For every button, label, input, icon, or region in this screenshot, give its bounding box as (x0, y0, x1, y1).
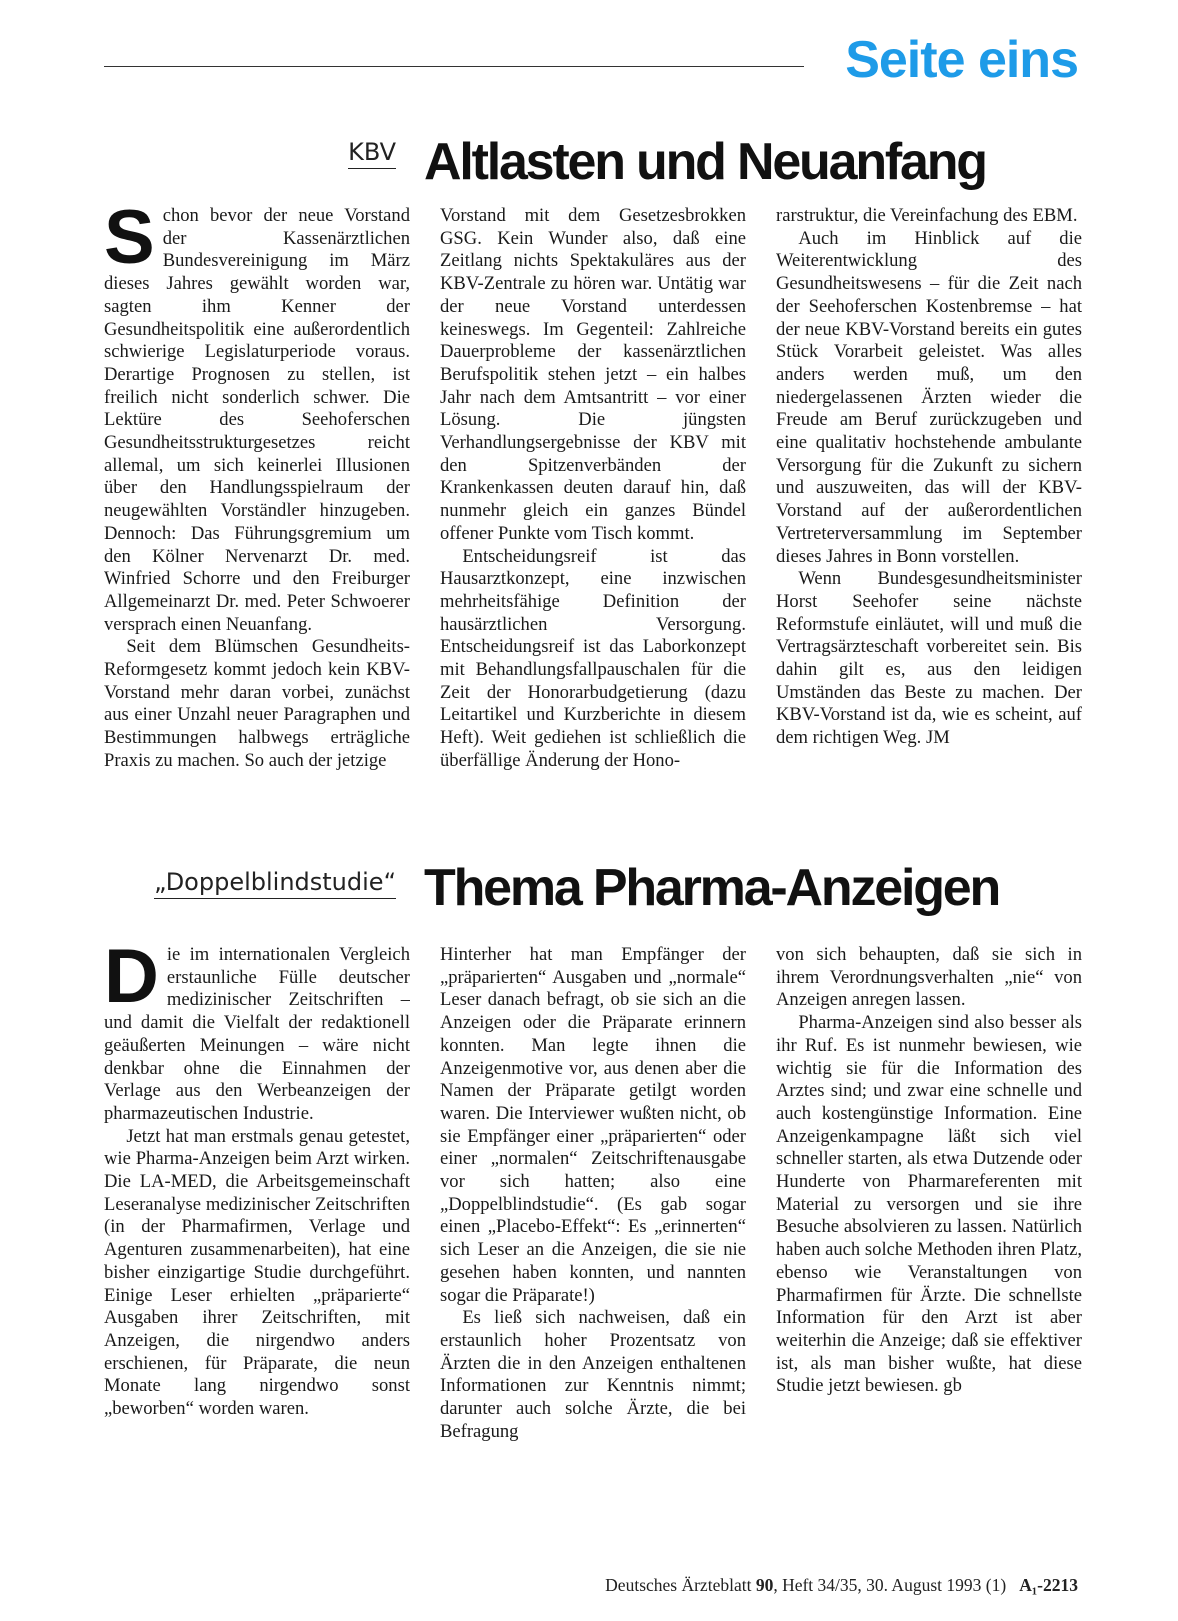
article1-paragraph: Seit dem Blümschen Gesundheits-Reformgesetz kommt jedoch kein KBV-Vorstand mehr daran vorbei, zunächst aus einer Unzahl neuer Paragraphen und Bestimmungen halbwegs erträgliche Praxis zu machen. So auch der jetzige (104, 636, 410, 771)
article1-paragraph: Auch im Hinblick auf die Weiterentwicklung des Gesundheitswesens – für die Zeit nach der Seehoferschen Kostenbremse – hat der neue KBV-Vorstand bereits ein gutes Stück Vorarbeit geleistet. Was alles anders werden muß, um den niedergelassenen Ärzten wieder die Freude am Beruf zurückzugeben und eine qualitativ hochstehende ambulante Versorgung für die Zukunft zu sichern und auszuweiten, das will der KBV-Vorstand auf der außerordentlichen Vertreterversammlung im September dieses Jahres in Bonn vorstellen. (776, 227, 1082, 567)
article2-body (104, 944, 1082, 1499)
page-footer (605, 1575, 1078, 1596)
section-label: Seite eins (845, 31, 1078, 89)
article1-kicker-text: KBV (348, 138, 396, 169)
article2-kicker (104, 868, 396, 896)
article2-kicker-text: „Doppelblindstudie“ (154, 868, 396, 899)
article1-column-3 (776, 205, 1082, 840)
article2-paragraph: Pharma-Anzeigen sind also besser als ihr Ruf. Es ist nunmehr bewiesen, wie wichtig sie für die Information des Arztes sind; und zwar eine schnelle und auch kostengünstige Information. Eine Anzeigenkampagne läßt sich viel schneller starten, als etwa Dutzende oder Hunderte von Pharmareferenten mit Material zu versorgen und sie ihre Besuche absolvieren zu lassen. Natürlich haben auch solche Methoden ihren Platz, ebenso wie Veranstaltungen von Pharmafirmen für Ärzte. Die schnellste Information für den Arzt ist aber weiterhin die Anzeige; daß sie effektiver ist, als man bisher wußte, hat diese Studie jetzt bewiesen. gb (776, 1012, 1082, 1397)
article2-column-1 (104, 944, 410, 1499)
article1-paragraph: Schon bevor der neue Vorstand der Kassenärztlichen Bundesvereinigung im März dieses Jahres gewählt worden war, sagten ihm Kenner der Gesundheitspolitik eine außerordentlich schwierige Legislaturperiode voraus. Derartige Prognosen zu stellen, ist freilich nicht sonderlich schwer. Die Lektüre des Seehoferschen Gesundheitsstrukturgesetzes reicht allemal, um sich keinerlei Illusionen über den Handlungsspielraum der neugewählten Vorständler hinzugeben. Dennoch: Das Führungsgremium um den Kölner Nervenarzt Dr. med. Winfried Schorre und den Freiburger Allgemeinarzt Dr. med. Peter Schwoerer versprach einen Neuanfang. (104, 205, 410, 635)
article2-column-3 (776, 944, 1082, 1499)
article2-column-2 (440, 944, 746, 1499)
article2-headline: Thema Pharma-Anzeigen (424, 859, 1000, 917)
header-rule (104, 66, 804, 67)
article1-paragraph: Wenn Bundesgesundheitsminister Horst Seehofer seine nächste Reformstufe einläutet, will und muß die Vertragsärzteschaft vorbereitet sein. Bis dahin gilt es, aus den leidigen Umständen das Beste zu machen. Der KBV-Vorstand ist da, wie es scheint, auf dem richtigen Weg. JM (776, 568, 1082, 749)
footer-issue-date: , Heft 34/35, 30. August 1993 (1) (773, 1575, 1007, 1595)
article1-kicker (104, 138, 396, 166)
article2-paragraph: von sich behaupten, daß sie sich in ihrem Verordnungsverhalten „nie“ von Anzeigen anregen lassen. (776, 944, 1082, 1011)
article1-body (104, 205, 1082, 840)
article1-column-1 (104, 205, 410, 840)
article1-paragraph: rarstruktur, die Vereinfachung des EBM. (776, 205, 1078, 226)
article1-dropcap: S (104, 205, 155, 280)
footer-journal: Deutsches Ärzteblatt (605, 1575, 752, 1595)
article2-paragraph: Die im internationalen Vergleich erstaunliche Fülle deutscher medizinischer Zeitschriften – und damit die Vielfalt der redaktionell geäußerten Meinungen – wäre nicht denkbar ohne die Einnahmen der Verlage aus den Werbeanzeigen der pharmazeutischen Industrie. (104, 944, 410, 1124)
footer-page-number: A₁-2213 (1019, 1575, 1078, 1595)
article1-paragraph: Entscheidungsreif ist das Hausarztkonzept, eine inzwischen mehrheitsfähige Definition der hausärztlichen Versorgung. Entscheidungsreif ist das Laborkonzept mit Behandlungsfallpauschalen für die Zeit der Honorarbudgetierung (dazu Leitartikel und Kurzberichte in diesem Heft). Weit gediehen ist schließlich die überfällige Änderung der Hono- (440, 545, 746, 771)
article2-dropcap: D (104, 944, 159, 1019)
article1-headline: Altlasten und Neuanfang (424, 133, 986, 191)
article1-column-2 (440, 205, 746, 840)
footer-volume: 90 (755, 1575, 774, 1595)
article1-paragraph: Vorstand mit dem Gesetzesbrokken GSG. Kein Wunder also, daß eine Zeitlang nichts Spektakuläres aus der KBV-Zentrale zu hören war. Untätig war der neue Vorstand unterdessen keineswegs. Im Gegenteil: Zahlreiche Dauerprobleme der kassenärztlichen Berufspolitik stehen jetzt – ein halbes Jahr nach dem Amtsantritt – vor einer Lösung. Die jüngsten Verhandlungsergebnisse der KBV mit den Spitzenverbänden der Krankenkassen deuten darauf hin, daß nunmehr gleich ein ganzes Bündel offener Punkte vom Tisch kommt. (440, 205, 746, 544)
article2-paragraph: Es ließ sich nachweisen, daß ein erstaunlich hoher Prozentsatz von Ärzten die in den Anzeigen enthaltenen Informationen zur Kenntnis nimmt; darunter auch solche Ärzte, die bei Befragung (440, 1307, 746, 1442)
article2-paragraph: Jetzt hat man erstmals genau getestet, wie Pharma-Anzeigen beim Arzt wirken. Die LA-MED, die Arbeitsgemeinschaft Leseranalyse medizinischer Zeitschriften (in der Pharmafirmen, Verlage und Agenturen zusammenarbeiten), hat eine bisher einzigartige Studie durchgeführt. Einige Leser erhielten „präparierte“ Ausgaben ihrer Zeitschriften, mit Anzeigen, die nirgendwo anders erschienen, für Präparate, die neun Monate lang nirgendwo sonst „beworben“ worden waren. (104, 1125, 410, 1420)
article2-paragraph: Hinterher hat man Empfänger der „präparierten“ Ausgaben und „normale“ Leser danach befragt, ob sie sich an die Anzeigen oder die Präparate erinnern konnten. Man legte ihnen die Anzeigenmotive vor, aus denen aber die Namen der Präparate getilgt worden waren. Die Interviewer wußten nicht, ob sie Empfänger einer „präparierten“ oder einer „normalen“ Zeitschriftenausgabe vor sich hatten; also eine „Doppelblindstudie“. (Es gab sogar einen „Placebo-Effekt“: Es „erinnerten“ sich Leser an die Anzeigen, die sie nie gesehen haben konnten, und nannten sogar die Präparate!) (440, 944, 746, 1306)
